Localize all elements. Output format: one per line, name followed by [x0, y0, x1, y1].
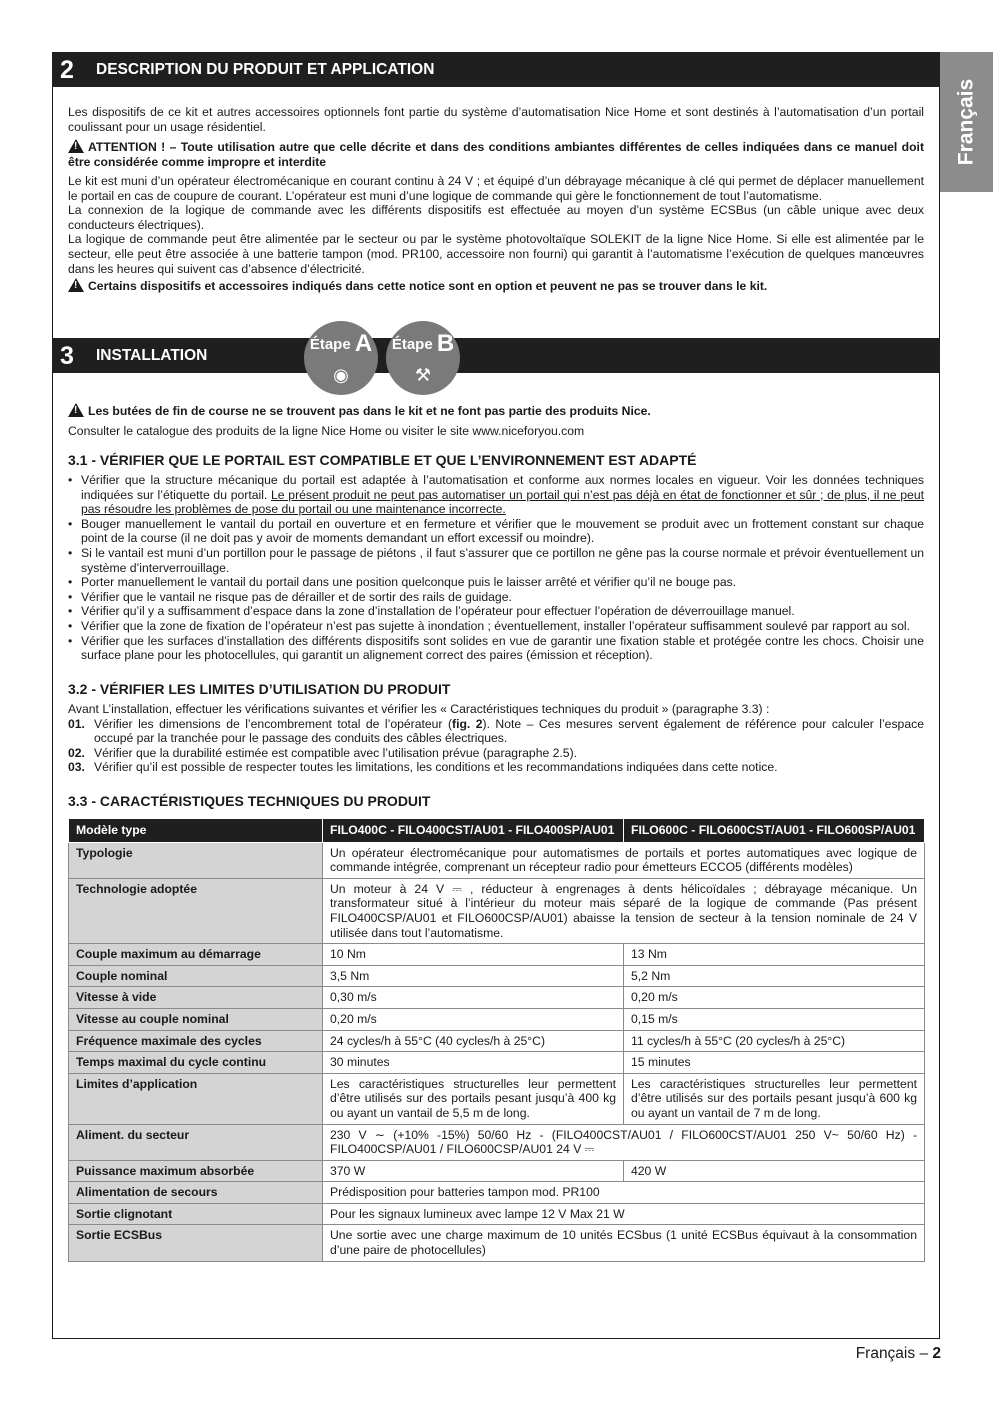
list-item: • Vérifier que le vantail ne risque pas de dérailler et de sortir des rails de guidage. [68, 590, 924, 605]
row-label: Alimentation de secours [69, 1182, 323, 1204]
row-label: Technologie adoptée [69, 878, 323, 943]
row-label: Temps maximal du cycle continu [69, 1052, 323, 1074]
attention-text: ATTENTION ! – Toute utilisation autre que celle décrite et dans des conditions ambiantes différentes de celles indiquées dans ce manuel doit être considérée comme impropre et interdite [68, 140, 924, 169]
row-value: 3,5 Nm [323, 965, 624, 987]
list-item: • Bouger manuellement le vantail du portail en ouverture et en fermeture et vérifier que le mouvement se produit avec un frottement constant sur chaque point de la course (il ne doit pas y avoir de moments demandant un effort excessif ou moindre). [68, 517, 924, 546]
warning-icon [68, 139, 84, 153]
table-row [69, 1124, 925, 1160]
page-number: 2 [932, 1345, 941, 1362]
subsection-3-2-heading: 3.2 - VÉRIFIER LES LIMITES D’UTILISATION DU PRODUIT [68, 681, 451, 697]
table-header-row [69, 819, 925, 843]
row-value: 11 cycles/h à 55°C (20 cycles/h à 25°C) [624, 1030, 925, 1052]
table-row [69, 1008, 925, 1030]
row-label: Sortie ECSBus [69, 1225, 323, 1261]
attention-notice [68, 139, 924, 169]
list-item: • Vérifier qu’il y a suffisamment d’espace dans la zone d’installation de l’opérateur pour effectuer l’opération de déverrouillage manuel. [68, 604, 924, 619]
table-row [69, 987, 925, 1009]
row-value: 230 V ∼ (+10% -15%) 50/60 Hz - (FILO400CST/AU01 / FILO600CST/AU01 250 V~ 50/60 Hz) - FILO400CSP/AU01 / FILO600CSP/AU01 24 V ⎓ [323, 1124, 925, 1160]
usage-limits [68, 702, 924, 775]
row-label: Puissance maximum absorbée [69, 1160, 323, 1182]
table-row [69, 842, 925, 878]
table-row [69, 1203, 925, 1225]
step-item: 01. Vérifier les dimensions de l’encombrement total de l’opérateur (fig. 2). Note – Ces mesures servent également de référence pour calculer l’espace occupé par la tranchée pour le passage des conduits des câbles électriques. [68, 716, 924, 746]
list-item: • Porter manuellement le vantail du portail dans une position quelconque puis le laisser arrêté et vérifier qu’il ne bouge pas. [68, 575, 924, 590]
etape-word: Étape [309, 336, 351, 353]
tools-icon: ⚒ [414, 365, 432, 385]
footer-dash: – [919, 1345, 929, 1362]
row-value: Un opérateur électromécanique pour automatismes de portails et portes automatiques avec logique de commande intégrée, comprenant un récepteur radio pour émetteurs ECCO5 (différents modèles) [323, 842, 925, 878]
underlined-note: Le présent produit ne peut pas automatiser un portail qui n’est pas déjà en état de fonctionner et sûr ; de plus, il ne peut pas résoudre les problèmes de pose du portail ou une maintenance incorrecte. [81, 487, 924, 517]
eye-icon: ◉ [333, 365, 349, 385]
page-footer [856, 1345, 941, 1363]
row-value: 10 Nm [323, 944, 624, 966]
row-value: 0,15 m/s [624, 1008, 925, 1030]
table-header-cell: FILO400C - FILO400CST/AU01 - FILO400SP/AU01 [323, 819, 624, 843]
list-item: • Si le vantail est muni d’un portillon pour le passage de piétons , il faut s’assurer que ce portillon ne gêne pas la course normale et prévoir éventuellement un système d’interverrouillage. [68, 546, 924, 575]
table-row [69, 1225, 925, 1261]
paragraph: Avant L’installation, effectuer les vérifications suivantes et vérifier les « Caractéristiques techniques du produit » (paragraphe 3.3) : [68, 702, 770, 716]
warning-text: Certains dispositifs et accessoires indiqués dans cette notice sont en option et peuvent ne pas se trouver dans le kit. [88, 279, 768, 293]
row-value: Un moteur à 24 V ⎓ , réducteur à engrenages à dents hélicoïdales ; débrayage mécanique. Un transformateur situé à l’intérieur du moteur mais séparé de la logique de commande (Pas présent FILO400CSP/AU01 et FILO600CSP/AU01) abaisse la tension de secteur à la tension nominale de 24 V utilisée dans tout l’automatisme. [323, 878, 925, 943]
specifications-table [68, 818, 925, 1262]
row-value: 30 minutes [323, 1052, 624, 1074]
row-label: Limites d’application [69, 1073, 323, 1124]
row-value: 15 minutes [624, 1052, 925, 1074]
table-row [69, 1182, 925, 1204]
list-item: • Vérifier que les surfaces d’installation des différents dispositifs sont solides en vue de garantir une fixation stable et protégée contre les chocs. Choisir une surface plane pour les photocellules, qui garantit un alignement correct des paires (émission et réception). [68, 634, 924, 663]
row-label: Aliment. du secteur [69, 1124, 323, 1160]
section-title: DESCRIPTION DU PRODUIT ET APPLICATION [96, 61, 435, 78]
row-label: Vitesse au couple nominal [69, 1008, 323, 1030]
list-item: • Vérifier que la structure mécanique du portail est adaptée à l’automatisation et conforme aux normes locales en vigueur. Voir les données techniques indiquées sur l’étiquette du portail. Le présent produit ne peut pas automatiser un portail qui n’est pas déjà en état de fonctionner et sûr ; de plus, il ne peut pas résoudre les problèmes de pose du portail ou une maintenance incorrecte. [68, 473, 924, 517]
row-value: 13 Nm [624, 944, 925, 966]
etape-letter: A [354, 330, 373, 357]
subsection-3-3-heading: 3.3 - CARACTÉRISTIQUES TECHNIQUES DU PRODUIT [68, 793, 431, 809]
row-label: Typologie [69, 842, 323, 878]
section-title: INSTALLATION [96, 347, 208, 364]
section-2-header [52, 52, 940, 87]
warning-text: Les butées de fin de course ne se trouvent pas dans le kit et ne font pas partie des produits Nice. [88, 404, 651, 418]
row-value: Prédisposition pour batteries tampon mod. PR100 [323, 1182, 925, 1204]
subsection-3-1-heading: 3.1 - VÉRIFIER QUE LE PORTAIL EST COMPATIBLE ET QUE L’ENVIRONNEMENT EST ADAPTÉ [68, 452, 697, 468]
row-label: Sortie clignotant [69, 1203, 323, 1225]
table-row [69, 878, 925, 943]
optional-accessories-warning [68, 278, 924, 294]
etape-b-badge [386, 321, 460, 395]
etape-a-badge [304, 321, 378, 395]
section-2-body [68, 174, 924, 276]
language-tab[interactable] [940, 52, 993, 192]
paragraph: Le kit est muni d’un opérateur électromécanique en courant continu à 24 V ; et équipé d’un débrayage mécanique à clé qui permet de déplacer manuellement le portail en cas de coupure de courant. L’opérateur est muni d’une logique de commande qui gère le fonctionnement de tout l’automatisme. [68, 174, 924, 203]
table-header-cell: Modèle type [69, 819, 323, 843]
step-item: 03. Vérifier qu’il est possible de respecter toutes les limitations, les conditions et les recommandations indiquées dans cette notice. [68, 760, 778, 775]
row-value: 0,20 m/s [323, 1008, 624, 1030]
row-label: Fréquence maximale des cycles [69, 1030, 323, 1052]
compatibility-checklist [68, 473, 924, 663]
row-label: Couple nominal [69, 965, 323, 987]
table-row [69, 1160, 925, 1182]
table-row [69, 944, 925, 966]
row-value: 0,30 m/s [323, 987, 624, 1009]
list-item: • Vérifier que la zone de fixation de l’opérateur n’est pas sujette à inondation ; éventuellement, installer l’opérateur suffisamment soulevé par rapport au sol. [68, 619, 924, 634]
section-3-header [52, 338, 940, 373]
row-value: Pour les signaux lumineux avec lampe 12 V Max 21 W [323, 1203, 925, 1225]
step-item: 02. Vérifier que la durabilité estimée est compatible avec l’utilisation prévue (paragraphe 2.5). [68, 745, 578, 760]
limit-stops-warning [68, 403, 924, 419]
row-value: Une sortie avec une charge maximum de 10 unités ECSbus (1 unité ECSBus équivaut à la consommation d’une paire de photocellules) [323, 1225, 925, 1261]
row-value: Les caractéristiques structurelles leur permettent d’être utilisés sur des portails pesant jusqu’à 600 kg ou ayant un vantail de 7 m de long. [624, 1073, 925, 1124]
row-value: 420 W [624, 1160, 925, 1182]
section-number: 3 [60, 342, 74, 370]
section-number: 2 [60, 56, 74, 84]
paragraph: La connexion de la logique de commande avec les différents dispositifs est effectuée au moyen d’un système ECSBus (un câble unique avec deux conducteurs électriques). [68, 203, 924, 232]
etape-word: Étape [391, 336, 433, 353]
row-label: Couple maximum au démarrage [69, 944, 323, 966]
row-value: 5,2 Nm [624, 965, 925, 987]
warning-icon [68, 403, 84, 417]
language-tab-label: Français [954, 78, 978, 166]
etape-letter: B [436, 330, 455, 357]
row-value: Les caractéristiques structurelles leur permettent d’être utilisés sur des portails pesant jusqu’à 400 kg ou ayant un vantail de 5,5 m de long. [323, 1073, 624, 1124]
catalog-note: Consulter le catalogue des produits de la ligne Nice Home ou visiter le site www.niceforyou.com [68, 424, 585, 438]
table-header-cell: FILO600C - FILO600CST/AU01 - FILO600SP/AU01 [624, 819, 925, 843]
footer-language: Français [855, 1345, 916, 1362]
table-row [69, 965, 925, 987]
row-label: Vitesse à vide [69, 987, 323, 1009]
section-2-intro: Les dispositifs de ce kit et autres accessoires optionnels font partie du système d’automatisation Nice Home et sont destinés à l’automatisation d’un portail coulissant pour un usage résidentiel. [68, 105, 924, 134]
table-row [69, 1052, 925, 1074]
row-value: 24 cycles/h à 55°C (40 cycles/h à 25°C) [323, 1030, 624, 1052]
table-row [69, 1073, 925, 1124]
row-value: 0,20 m/s [624, 987, 925, 1009]
row-value: 370 W [323, 1160, 624, 1182]
table-row [69, 1030, 925, 1052]
warning-icon [68, 278, 84, 292]
paragraph: La logique de commande peut être alimentée par le secteur ou par le système photovoltaïque SOLEKIT de la ligne Nice Home. Si elle est alimentée par le secteur, elle peut être associée à une batterie tampon (mod. PR100, accessoire non fourni) qui garantit à l’automatisme l’exécution de quelques manœuvres dans les heures qui suivent cas d’absence d’électricité. [68, 232, 924, 276]
